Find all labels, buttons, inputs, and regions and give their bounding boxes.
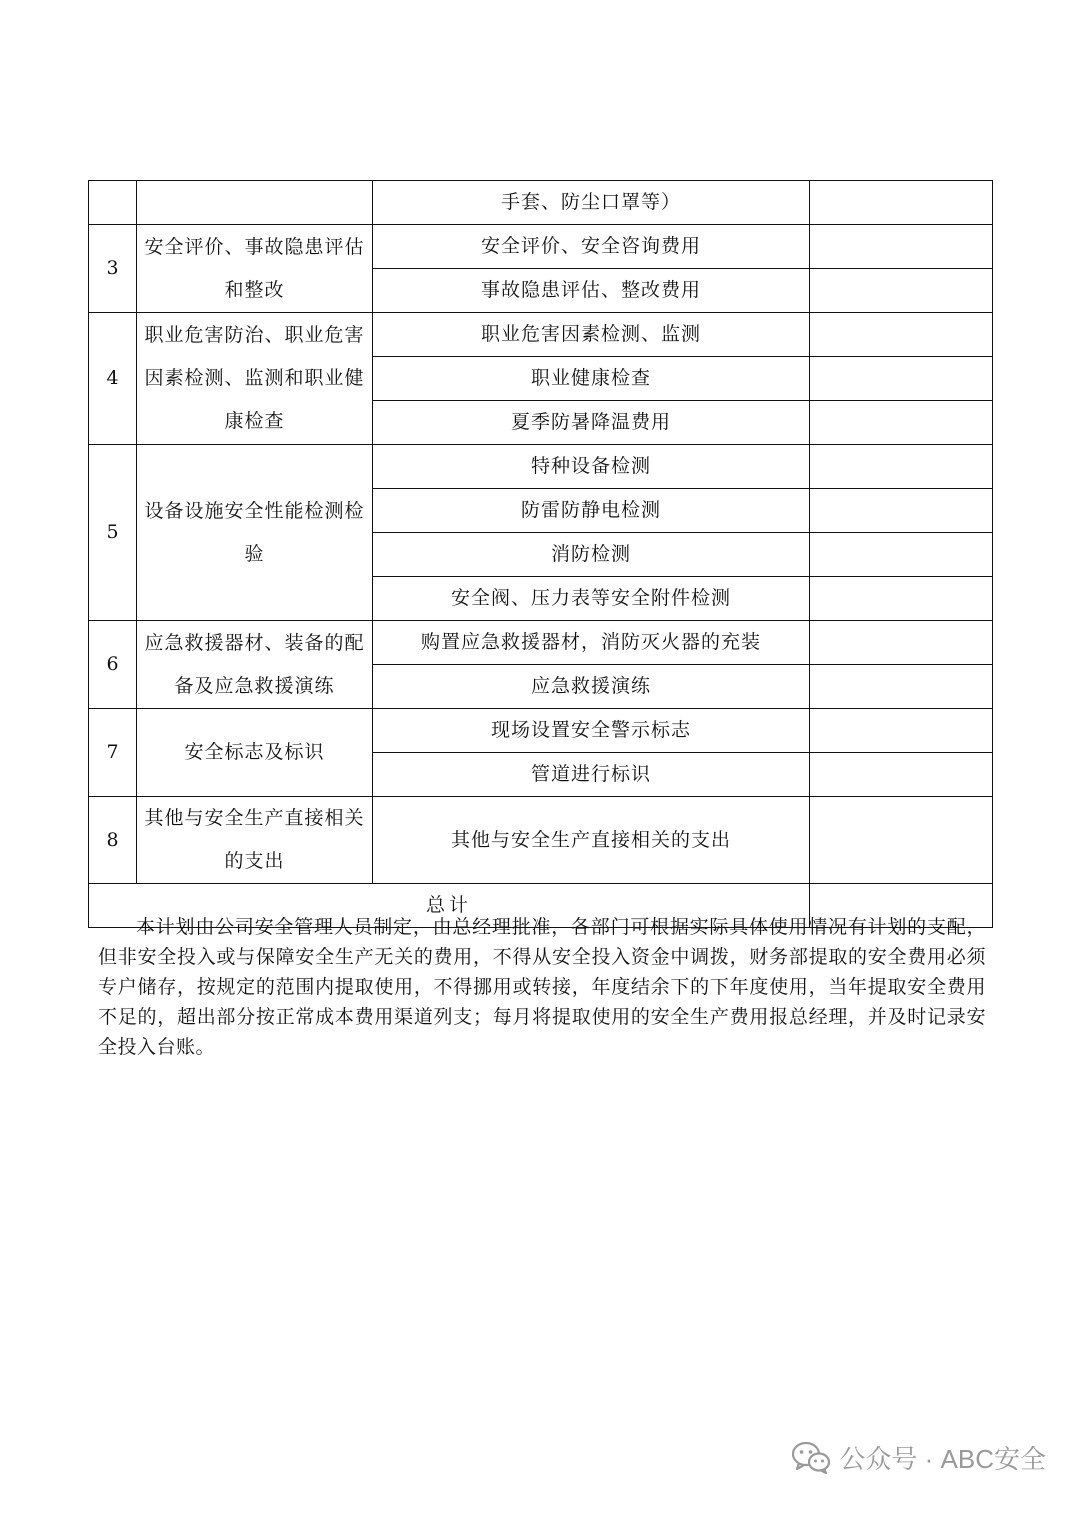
item-cell: 应急救援演练 xyxy=(373,665,810,709)
amount-cell xyxy=(810,445,993,489)
plan-note-paragraph: 本计划由公司安全管理人员制定，由总经理批准，各部门可根据实际具体使用情况有计划的支配，但非安全投入或与保障安全生产无关的费用，不得从安全投入资金中调拨，财务部提取的安全费用必须专户储存，按规定的范围内提取使用，不得挪用或转接，年度结余下的下年度使用，当年提取安全费用不足的，超出部分按正常成本费用渠道列支；每月将提取使用的安全生产费用报总经理，并及时记录安全投入台账。 xyxy=(98,916,986,1058)
amount-cell xyxy=(810,489,993,533)
category-cell xyxy=(137,181,373,225)
category-cell: 其他与安全生产直接相关的支出 xyxy=(137,797,373,884)
amount-cell xyxy=(810,665,993,709)
table-row xyxy=(89,181,993,225)
row-number-cell: 5 xyxy=(89,445,137,621)
item-cell: 职业危害因素检测、监测 xyxy=(373,313,810,357)
watermark-text: 公众号 · ABC安全 xyxy=(839,1443,1046,1474)
item-cell: 特种设备检测 xyxy=(373,445,810,489)
item-cell: 消防检测 xyxy=(373,533,810,577)
item-cell: 手套、防尘口罩等） xyxy=(373,181,810,225)
item-cell: 购置应急救援器材，消防灭火器的充装 xyxy=(373,621,810,665)
table-row xyxy=(89,225,993,269)
item-cell: 现场设置安全警示标志 xyxy=(373,709,810,753)
table-row xyxy=(89,445,993,489)
amount-cell xyxy=(810,533,993,577)
table-row xyxy=(89,621,993,665)
row-number-cell: 7 xyxy=(89,709,137,797)
watermark xyxy=(791,1437,1046,1477)
category-cell: 安全评价、事故隐患评估和整改 xyxy=(137,225,373,313)
amount-cell xyxy=(810,269,993,313)
item-cell: 职业健康检查 xyxy=(373,357,810,401)
row-number-cell: 3 xyxy=(89,225,137,313)
amount-cell xyxy=(810,709,993,753)
category-cell: 设备设施安全性能检测检验 xyxy=(137,445,373,621)
row-number-cell: 8 xyxy=(89,797,137,884)
item-cell: 安全阀、压力表等安全附件检测 xyxy=(373,577,810,621)
item-cell: 防雷防静电检测 xyxy=(373,489,810,533)
item-cell: 安全评价、安全咨询费用 xyxy=(373,225,810,269)
row-number-cell: 4 xyxy=(89,313,137,445)
amount-cell xyxy=(810,357,993,401)
amount-cell xyxy=(810,753,993,797)
table-row xyxy=(89,709,993,753)
amount-cell xyxy=(810,313,993,357)
item-cell: 其他与安全生产直接相关的支出 xyxy=(373,797,810,884)
item-cell: 管道进行标识 xyxy=(373,753,810,797)
row-number-cell: 6 xyxy=(89,621,137,709)
table-row xyxy=(89,797,993,884)
amount-cell xyxy=(810,401,993,445)
category-cell: 职业危害防治、职业危害因素检测、监测和职业健康检查 xyxy=(137,313,373,445)
amount-cell xyxy=(810,577,993,621)
safety-budget-table xyxy=(88,180,993,928)
item-cell: 夏季防暑降温费用 xyxy=(373,401,810,445)
table-row xyxy=(89,313,993,357)
category-cell: 应急救援器材、装备的配备及应急救援演练 xyxy=(137,621,373,709)
row-number-cell xyxy=(89,181,137,225)
amount-cell xyxy=(810,797,993,884)
amount-cell xyxy=(810,621,993,665)
category-cell: 安全标志及标识 xyxy=(137,709,373,797)
amount-cell xyxy=(810,181,993,225)
wechat-icon xyxy=(791,1440,831,1474)
amount-cell xyxy=(810,225,993,269)
total-label-cell: 总计 xyxy=(89,884,810,928)
item-cell: 事故隐患评估、整改费用 xyxy=(373,269,810,313)
